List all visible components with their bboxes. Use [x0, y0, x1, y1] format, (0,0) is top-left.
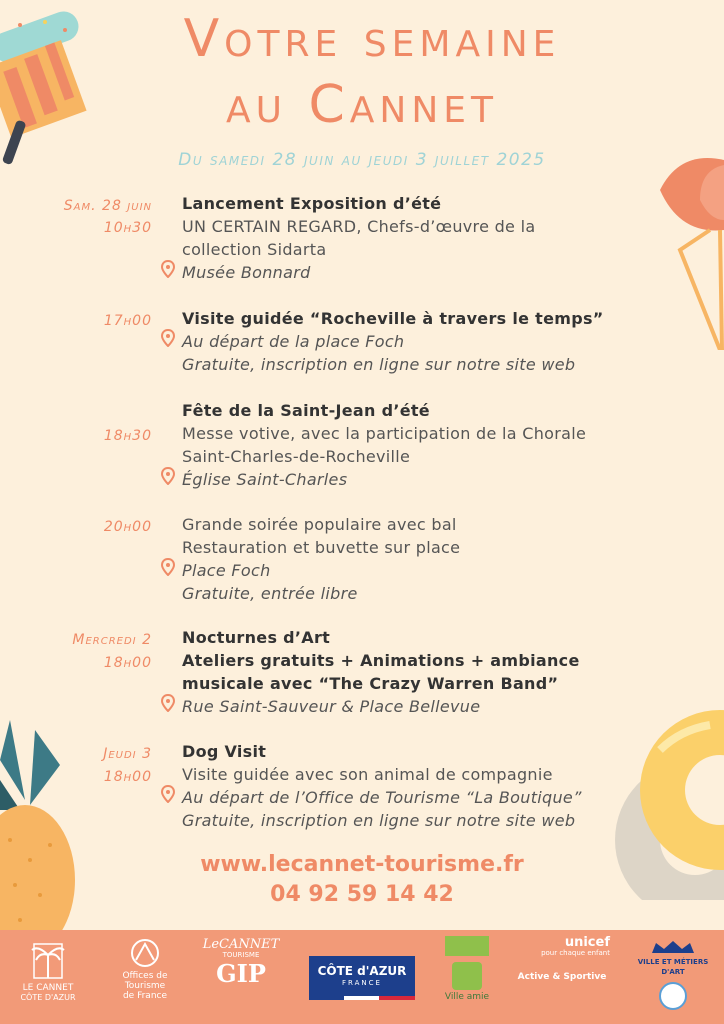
- event-note: Gratuite, entrée libre: [182, 584, 358, 603]
- event-time: 10h30: [103, 220, 152, 236]
- event-title: Nocturnes d’Art: [182, 628, 331, 647]
- event-time: 17h00: [103, 313, 152, 329]
- cote-azur-logo: CÔTE d'AZUR FRANCE: [309, 956, 415, 1000]
- event-title: Fête de la Saint-Jean d’été: [182, 401, 430, 420]
- palm-icon: [28, 940, 68, 980]
- phone-number[interactable]: 04 92 59 14 42: [270, 882, 454, 907]
- event-place: Musée Bonnard: [182, 263, 311, 282]
- event-title: Dog Visit: [182, 742, 267, 761]
- event-place: Rue Saint-Sauveur & Place Bellevue: [182, 697, 481, 716]
- title-line-2: au Cannet: [225, 75, 499, 135]
- date-range-subtitle: Du samedi 28 juin au jeudi 3 juillet 2025: [178, 150, 546, 170]
- location-pin-icon: [161, 694, 175, 712]
- location-pin-icon: [161, 558, 175, 576]
- event-time: 18h00: [103, 769, 152, 785]
- location-pin-icon: [161, 785, 175, 803]
- event-place: Église Saint-Charles: [182, 470, 348, 489]
- event-title: Lancement Exposition d’été: [182, 194, 442, 213]
- event-time: 18h00: [103, 655, 152, 671]
- partner-logos-footer: [0, 930, 724, 1024]
- event-time: 18h30: [103, 428, 152, 444]
- event-title: musicale avec “The Crazy Warren Band”: [182, 674, 559, 693]
- crown-icon: [650, 940, 696, 954]
- event-desc: Saint-Charles-de-Rocheville: [182, 447, 411, 466]
- event-desc: Visite guidée avec son animal de compagnie: [182, 765, 553, 784]
- event-time: 20h00: [103, 519, 152, 535]
- event-desc: UN CERTAIN REGARD, Chefs-d’œuvre de la: [182, 217, 536, 236]
- location-pin-icon: [161, 467, 175, 485]
- event-date: Mercredi 2: [72, 632, 152, 648]
- event-title: Visite guidée “Rocheville à travers le temps”: [182, 309, 604, 328]
- offices-tourisme-logo: Offices de Tourisme de France: [110, 938, 180, 1001]
- event-place: Au départ de l’Office de Tourisme “La Boutique”: [182, 788, 582, 807]
- flamingo-illustration: [640, 150, 724, 350]
- offices-tourisme-icon: [128, 938, 162, 968]
- location-pin-icon: [161, 260, 175, 278]
- event-desc: collection Sidarta: [182, 240, 327, 259]
- unicef-logo: unicef pour chaque enfant Active & Sportive: [517, 935, 610, 982]
- event-date: Sam. 28 juin: [63, 198, 152, 214]
- event-note: Gratuite, inscription en ligne sur notre site web: [182, 811, 576, 830]
- ville-metiers-art-logo: VILLE ET MÉTIERS D'ART: [630, 940, 716, 1014]
- event-note: Gratuite, inscription en ligne sur notre site web: [182, 355, 576, 374]
- event-place: Au départ de la place Foch: [182, 332, 405, 351]
- website-link[interactable]: www.lecannet-tourisme.fr: [200, 852, 524, 877]
- badge-icon: [658, 981, 688, 1011]
- ville-amie-logo: Ville amie: [440, 936, 494, 1002]
- event-desc: Messe votive, avec la participation de la Chorale: [182, 424, 587, 443]
- event-date: Jeudi 3: [103, 746, 152, 762]
- gip-logo: LeCANNET TOURISME GIP: [202, 937, 280, 988]
- title-line-1: Votre semaine: [183, 9, 561, 69]
- event-place: Place Foch: [182, 561, 271, 580]
- le-cannet-logo: LE CANNET CÔTE D'AZUR: [16, 940, 80, 1003]
- event-desc: Restauration et buvette sur place: [182, 538, 461, 557]
- event-desc: Grande soirée populaire avec bal: [182, 515, 457, 534]
- event-title: Ateliers gratuits + Animations + ambiance: [182, 651, 580, 670]
- location-pin-icon: [161, 329, 175, 347]
